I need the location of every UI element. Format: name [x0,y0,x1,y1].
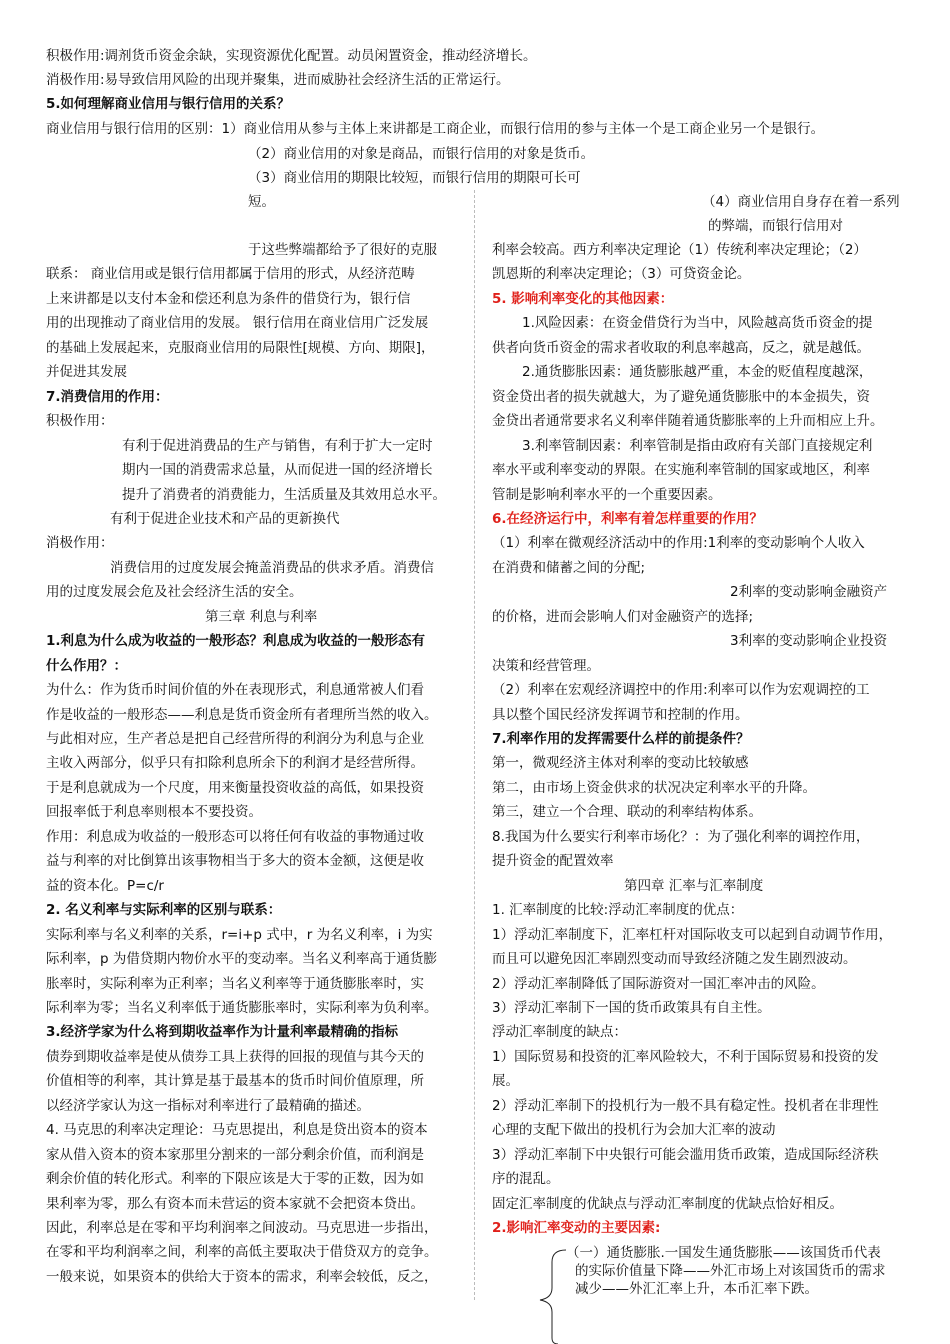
left-text-line: 为什么：作为货币时间价值的外在表现形式，利息通常被人们看 [46,682,424,699]
right-text-line: 提升资金的配置效率 [492,853,614,870]
right-text-line: 2）浮动汇率制下的投机行为一般不具有稳定性。投机者在非理性 [492,1097,879,1114]
right-text-line: 的价格，进而会影响人们对金融资产的选择; [492,608,754,625]
right-text-line: 7.利率作用的发挥需要什么样的前提条件？ [492,731,750,747]
left-text-line: 胀率时，实际利率为正利率；当名义利率等于通货膨胀率时，实 [46,975,424,992]
credit-difference-line-5a: （4）商业信用自身存在着一系列 [702,194,900,210]
right-text-line: 管制是影响利率水平的一个重要因素。 [492,486,722,503]
left-text-line: 与此相对应，生产者总是把自己经营所得的利润分为利息与企业 [46,731,424,747]
right-text-line: 决策和经营管理。 [492,657,600,674]
left-text-line: 什么作用？： [46,657,127,674]
right-text-line: 序的混乱。 [492,1171,560,1188]
left-text-line: 价值相等的利率，其计算是基于最基本的货币时间价值原理，所 [46,1073,424,1090]
left-text-line: 用的过度发展会危及社会经济生活的安全。 [46,584,303,601]
column-divider [474,190,475,1300]
negative-effect-line: 消极作用:易导致信用风险的出现并聚集，进而威胁社会经济生活的正常运行。 [46,72,510,88]
right-text-line: 展。 [492,1073,519,1090]
right-text-line: 1）国际贸易和投资的汇率风险较大，不利于国际贸易和投资的发 [492,1048,879,1065]
right-text-line: 3）浮动汇率制下中央银行可能会滥用货币政策，造成国际经济秩 [492,1146,879,1163]
left-text-line: 4. 马克思的利率决定理论：马克思提出，利息是贷出资本的资本 [46,1122,428,1139]
left-text-line: 提升了消费者的消费能力，生活质量及其效用总水平。 [122,486,446,503]
right-text-line: 1. 汇率制度的比较:浮动汇率制度的优点： [492,902,744,919]
left-text-line: 实际利率与名义利率的关系，r=i+p 式中，r 为名义利率，i 为实 [46,926,433,943]
right-text-line: 1）浮动汇率制度下，汇率杠杆对国际收支可以起到自动调节作用， [492,926,893,943]
right-text-line: 3.利率管制因素：利率管制是指由政府有关部门直接规定利 [522,437,873,454]
right-text-line: 2.影响汇率变动的主要因素: [492,1220,661,1236]
left-text-line: 并促进其发展 [46,364,127,381]
left-text-line: 以经济学家认为这一指标对利率进行了最精确的描述。 [46,1097,370,1114]
left-text-line: 于这些弊端都给予了很好的克服 [248,242,437,258]
right-text-line: 在消费和储蓄之间的分配; [492,559,646,576]
left-text-line: 一般来说，如果资本的供给大于资本的需求，利率会较低，反之， [46,1268,438,1285]
right-text-line: 供者向货币资金的需求者收取的利息率越高，反之，就是越低。 [492,339,870,356]
right-text-line: 凯恩斯的利率决定理论；（3）可贷资金论。 [492,266,751,283]
right-text-line: （1）利率在微观经济活动中的作用:1利率的变动影响个人收入 [492,535,865,552]
left-text-line: 2. 名义利率与实际利率的区别与联系： [46,902,282,919]
right-text-line: 2利率的变动影响金融资产 [730,584,888,601]
left-text-line: 作用：利息成为收益的一般形态可以将任何有收益的事物通过收 [46,828,424,845]
inflation-factor-line-2: 的实际价值量下降——外汇市场上对该国货币的需求 [575,1263,886,1279]
positive-effect-line: 积极作用:调剂货币资金余缺，实现资源优化配置。动员闲置资金，推动经济增长。 [46,48,537,64]
right-text-line: 固定汇率制度的优缺点与浮动汇率制度的优缺点恰好相反。 [492,1195,843,1212]
left-text-line: 有利于促进消费品的生产与销售，有利于扩大一定时 [122,437,433,454]
left-text-line: 期内一国的消费需求总量，从而促进一国的经济增长 [122,462,433,479]
credit-difference-line-5b: 的弊端，而银行信用对 [708,218,843,234]
right-text-line: 3利率的变动影响企业投资 [730,633,888,650]
left-text-line: 益与利率的对比倒算出该事物相当于多大的资本金额，这便是收 [46,853,424,870]
left-text-line: 7.消费信用的作用： [46,388,169,405]
left-text-line: 家从借入资本的资本家那里分割来的一部分剩余价值，而利润是 [46,1146,424,1163]
left-text-line: 在零和平均利润率之间，利率的高低主要取决于借贷双方的竞争。 [46,1244,438,1261]
right-text-line: 6.在经济运行中，利率有着怎样重要的作用？ [492,510,764,527]
credit-difference-line-2: （2）商业信用的对象是商品，而银行信用的对象是货币。 [248,146,595,162]
right-text-line: 5. 影响利率变化的其他因素： [492,290,674,307]
left-text-line: 的基础上发展起来，克服商业信用的局限性[规模、方向、期限]， [46,339,435,356]
left-text-line: 1.利息为什么成为收益的一般形态？利息成为收益的一般形态有 [46,633,426,650]
left-text-line: 积极作用： [46,413,114,430]
left-text-line: 作是收益的一般形态——利息是货币资金所有者理所当然的收入。 [46,706,438,723]
right-text-line: 具以整个国民经济发挥调节和控制的作用。 [492,706,749,723]
left-text-line: 回报率低于利息率则根本不要投资。 [46,804,262,821]
left-text-line: 主收入两部分，似乎只有扣除利息所余下的利润才是经营所得。 [46,755,424,772]
right-text-line: 2）浮动汇率制降低了国际游资对一国汇率冲击的风险。 [492,975,825,992]
right-text-line: 利率会较高。西方利率决定理论（1）传统利率决定理论；（2） [492,242,867,258]
right-text-line: 浮动汇率制度的缺点： [492,1024,627,1041]
right-text-line: 第一，微观经济主体对利率的变动比较敏感 [492,755,749,772]
left-text-line: 果利率为零，那么有资本而未营运的资本家就不会把资本贷出。 [46,1195,424,1212]
left-text-line: 际利率，p 为借贷期内物价水平的变动率。当名义利率高于通货膨 [46,951,437,968]
left-text-line: 第三章 利息与利率 [205,608,318,625]
left-text-line: 债券到期收益率是使从债券工具上获得的回报的现值与其今天的 [46,1048,424,1065]
credit-difference-line-3: （3）商业信用的期限比较短，而银行信用的期限可长可 [248,170,581,186]
right-text-line: 第二，由市场上资金供求的状况决定利率水平的升降。 [492,779,816,796]
right-text-line: 而且可以避免因汇率剧烈变动而导致经济随之发生剧烈波动。 [492,951,857,968]
right-text-line: 3）浮动汇率制下一国的货币政策具有自主性。 [492,999,771,1016]
right-text-line: 金贷出者通常要求名义利率伴随着通货膨胀率的上升而相应上升。 [492,413,884,430]
right-text-line: 8.我国为什么要实行利率市场化？：为了强化利率的调控作用， [492,828,870,845]
left-text-line: 际利率为零；当名义利率低于通货膨胀率时，实际利率为负利率。 [46,999,438,1016]
right-text-line: 第四章 汇率与汇率制度 [624,877,764,894]
left-text-line: 因此，利率总是在零和平均利润率之间波动。马克思进一步指出， [46,1220,438,1236]
left-text-line: 剩余价值的转化形式。利率的下限应该是大于零的正数，因为如 [46,1171,424,1188]
left-text-line: 上来讲都是以支付本金和偿还利息为条件的借贷行为，银行信 [46,290,411,307]
left-text-line: 益的资本化。P=c/r [46,877,164,894]
right-text-line: （2）利率在宏观经济调控中的作用:利率可以作为宏观调控的工 [492,682,870,699]
right-text-line: 心理的支配下做出的投机行为会加大汇率的波动 [492,1122,776,1139]
inflation-factor-line-3: 减少——外汇汇率上升，本币汇率下跌。 [575,1281,818,1297]
right-text-line: 第三，建立一个合理、联动的利率结构体系。 [492,804,762,821]
right-text-line: 资金贷出者的损失就越大，为了避免通货膨胀中的本金损失，资 [492,388,870,405]
left-text-line: 有利于促进企业技术和产品的更新换代 [110,510,340,527]
left-text-line: 消费信用的过度发展会掩盖消费品的供求矛盾。消费信 [110,559,434,576]
left-text-line: 3.经济学家为什么将到期收益率作为计量利率最精确的指标 [46,1024,399,1041]
question-5-heading: 5.如何理解商业信用与银行信用的关系？ [46,96,291,112]
left-text-line: 用的出现推动了商业信用的发展。 银行信用在商业信用广泛发展 [46,315,429,332]
left-text-line: 联系： 商业信用或是银行信用都属于信用的形式，从经济范畴 [46,266,415,283]
credit-difference-line-4: 短。 [248,194,275,210]
inflation-factor-line-1: （一）通货膨胀.一国发生通货膨胀——该国货币代表 [566,1245,881,1261]
left-text-line: 消极作用： [46,535,114,552]
right-text-line: 2.通货膨胀因素：通货膨胀越严重，本金的贬值程度越深， [522,364,873,381]
left-text-line: 于是利息就成为一个尺度，用来衡量投资收益的高低，如果投资 [46,779,424,796]
credit-difference-line-1: 商业信用与银行信用的区别：1）商业信用从参与主体上来讲都是工商企业，而银行信用的参与主体一个是工商企业另一个是银行。 [46,121,825,137]
brace-icon [528,1248,568,1344]
right-text-line: 率水平或利率变动的界限。在实施利率管制的国家或地区，利率 [492,462,870,479]
right-text-line: 1.风险因素：在资金借贷行为当中，风险越高货币资金的提 [522,315,873,332]
